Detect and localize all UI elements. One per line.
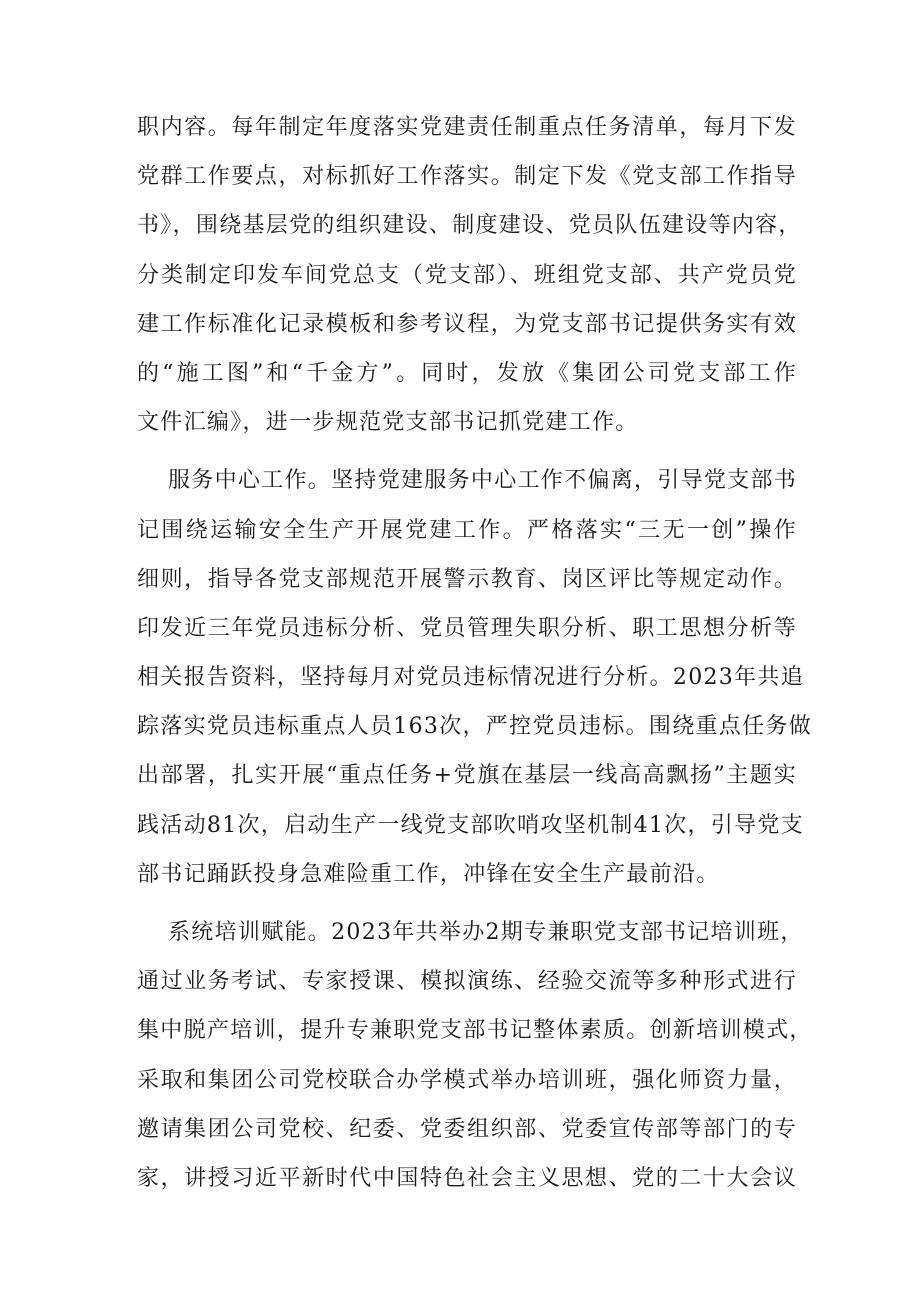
paragraph-2	[137, 456, 812, 899]
text-line: 部书记踊跃投身急难险重工作，冲锋在安全生产最前沿。	[137, 861, 720, 887]
text-line: 书》，围绕基层党的组织建设、制度建设、党员队伍建设等内容，	[137, 213, 802, 239]
paragraph-1	[137, 103, 802, 447]
text-line: 印发近三年党员违标分析、党员管理失职分析、职工思想分析等	[137, 615, 797, 641]
document-body	[137, 103, 813, 1203]
text-line: 集中脱产培训，提升专兼职党支部书记整体素质。创新培训模式，	[137, 1018, 813, 1044]
text-line: 相关报告资料，坚持每月对党员违标情况进行分析。2023年共追	[137, 665, 804, 691]
text-line: 党群工作要点，对标抓好工作落实。制定下发《党支部工作指导	[137, 164, 797, 190]
text-line: 文件汇编》，进一步规范党支部书记抓党建工作。	[137, 410, 639, 436]
text-line: 细则，指导各党支部规范开展警示教育、岗区评比等规定动作。	[137, 566, 797, 592]
text-line: 家，讲授习近平新时代中国特色社会主义思想、党的二十大会议	[137, 1165, 797, 1191]
text-line: 采取和集团公司党校联合办学模式举办培训班，强化师资力量，	[137, 1067, 797, 1093]
paragraph-3	[137, 908, 813, 1203]
text-line: 踪落实党员违标重点人员163次，严控党员违标。围绕重点任务做	[137, 714, 812, 740]
text-line: 出部署，扎实开展“重点任务+党旗在基层一线高高飘扬”主题实	[137, 763, 797, 789]
text-line: 服务中心工作。坚持党建服务中心工作不偏离，引导党支部书	[168, 468, 798, 494]
text-line: 的“施工图”和“千金方”。同时，发放《集团公司党支部工作	[137, 360, 797, 386]
text-line: 系统培训赋能。2023年共举办2期专兼职党支部书记培训班，	[168, 920, 804, 945]
text-line: 分类制定印发车间党总支（党支部）、班组党支部、共产党员党	[137, 262, 797, 288]
text-line: 建工作标准化记录模板和参考议程，为党支部书记提供务实有效	[137, 311, 797, 337]
text-line: 记围绕运输安全生产开展党建工作。严格落实“三无一创”操作	[137, 517, 797, 543]
text-line: 邀请集团公司党校、纪委、党委组织部、党委宣传部等部门的专	[137, 1116, 797, 1142]
text-line: 职内容。每年制定年度落实党建责任制重点任务清单，每月下发	[137, 115, 797, 140]
text-line: 通过业务考试、专家授课、模拟演练、经验交流等多种形式进行	[137, 969, 797, 995]
text-line: 践活动81次，启动生产一线党支部吹哨攻坚机制41次，引导党支	[137, 812, 804, 838]
